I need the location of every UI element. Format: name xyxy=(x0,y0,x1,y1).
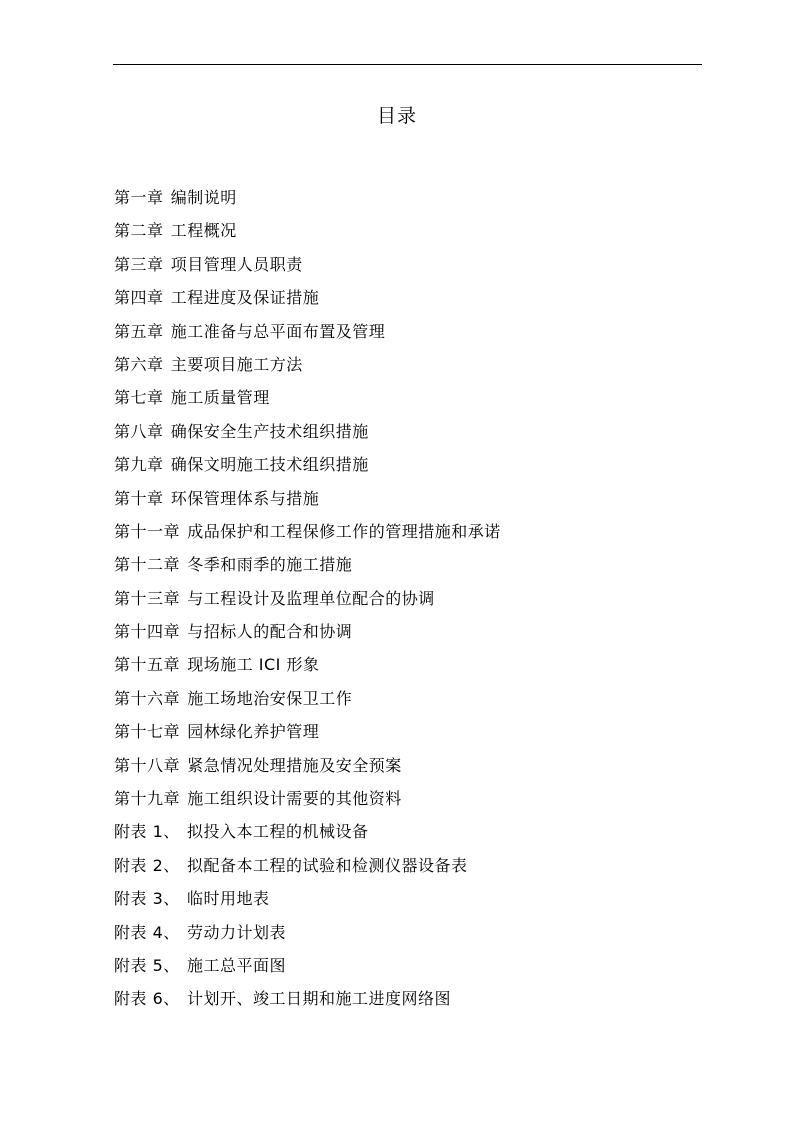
table-of-contents xyxy=(114,181,501,1016)
toc-entry-title: 确保安全生产技术组织措施 xyxy=(170,421,369,441)
toc-entry xyxy=(114,682,501,715)
toc-entry-title: 工程进度及保证措施 xyxy=(170,288,320,308)
toc-entry xyxy=(114,415,501,448)
toc-entry xyxy=(114,715,501,748)
toc-entry-title: 环保管理体系与措施 xyxy=(170,488,320,508)
toc-entry-title: 临时用地表 xyxy=(186,889,270,909)
toc-entry xyxy=(114,482,501,515)
toc-entry-number: 附表 5、 xyxy=(114,955,180,975)
toc-entry-title: 劳动力计划表 xyxy=(186,922,286,942)
toc-entry-title: 项目管理人员职责 xyxy=(170,254,303,274)
toc-entry xyxy=(114,381,501,414)
toc-entry-number: 第十一章 xyxy=(114,521,181,541)
toc-entry-title: 园林绿化养护管理 xyxy=(187,722,320,742)
toc-entry-title: 确保文明施工技术组织措施 xyxy=(170,455,369,475)
toc-entry-number: 第九章 xyxy=(114,455,164,475)
toc-entry xyxy=(114,916,501,949)
toc-entry-number: 第十四章 xyxy=(114,622,181,642)
toc-entry-number: 第一章 xyxy=(114,188,164,207)
toc-entry-number: 第十六章 xyxy=(114,688,181,708)
toc-entry xyxy=(114,882,501,915)
toc-entry xyxy=(114,615,501,648)
toc-entry-number: 第十八章 xyxy=(114,755,181,775)
toc-entry-number: 附表 2、 xyxy=(114,855,180,875)
toc-entry xyxy=(114,281,501,314)
toc-entry-title: 与招标人的配合和协调 xyxy=(187,622,353,642)
toc-entry-number: 第五章 xyxy=(114,321,164,341)
toc-entry-number: 附表 4、 xyxy=(114,922,180,942)
toc-entry xyxy=(114,448,501,481)
toc-entry-number: 第十二章 xyxy=(114,555,181,575)
toc-entry xyxy=(114,315,501,348)
toc-entry xyxy=(114,548,501,581)
page-title: 目录 xyxy=(376,105,417,127)
toc-entry-title: 施工质量管理 xyxy=(170,388,270,408)
toc-entry xyxy=(114,782,501,815)
toc-entry-title: 拟配备本工程的试验和检测仪器设备表 xyxy=(186,855,468,875)
toc-entry-number: 附表 6、 xyxy=(114,989,180,1009)
toc-entry-number: 第七章 xyxy=(114,388,164,408)
toc-entry-number: 第十九章 xyxy=(114,789,181,809)
toc-entry xyxy=(114,248,501,281)
toc-entry-number: 附表 1、 xyxy=(114,822,180,842)
toc-entry-title: 编制说明 xyxy=(170,188,237,207)
toc-entry-title: 现场施工 ICI 形象 xyxy=(187,655,320,675)
toc-entry-title: 计划开、竣工日期和施工进度网络图 xyxy=(186,989,451,1009)
toc-entry-title: 施工总平面图 xyxy=(186,955,286,975)
toc-entry-number: 第六章 xyxy=(114,354,164,374)
toc-entry xyxy=(114,815,501,848)
toc-entry xyxy=(114,214,501,247)
toc-entry-number: 第十七章 xyxy=(114,722,181,742)
toc-entry-number: 第四章 xyxy=(114,288,164,308)
toc-entry-title: 工程概况 xyxy=(170,221,237,241)
toc-entry xyxy=(114,181,501,214)
toc-entry xyxy=(114,515,501,548)
toc-entry-title: 主要项目施工方法 xyxy=(170,354,303,374)
toc-entry xyxy=(114,582,501,615)
toc-entry-title: 与工程设计及监理单位配合的协调 xyxy=(187,588,435,608)
toc-entry-number: 第八章 xyxy=(114,421,164,441)
toc-entry xyxy=(114,849,501,882)
header-rule xyxy=(113,64,702,65)
toc-entry xyxy=(114,348,501,381)
toc-entry-title: 施工组织设计需要的其他资料 xyxy=(187,789,402,809)
toc-entry xyxy=(114,949,501,982)
toc-entry-title: 冬季和雨季的施工措施 xyxy=(187,555,353,575)
toc-entry-title: 拟投入本工程的机械设备 xyxy=(186,822,369,842)
toc-entry-number: 附表 3、 xyxy=(114,889,180,909)
toc-entry-number: 第十三章 xyxy=(114,588,181,608)
toc-entry-title: 成品保护和工程保修工作的管理措施和承诺 xyxy=(187,521,501,541)
toc-entry xyxy=(114,749,501,782)
toc-entry xyxy=(114,648,501,681)
toc-entry-number: 第十五章 xyxy=(114,655,181,675)
toc-entry-number: 第三章 xyxy=(114,254,164,274)
toc-entry-title: 紧急情况处理措施及安全预案 xyxy=(187,755,402,775)
toc-entry xyxy=(114,982,501,1015)
toc-entry-number: 第十章 xyxy=(114,488,164,508)
toc-entry-number: 第二章 xyxy=(114,221,164,241)
toc-entry-title: 施工场地治安保卫工作 xyxy=(187,688,353,708)
toc-entry-title: 施工准备与总平面布置及管理 xyxy=(170,321,386,341)
